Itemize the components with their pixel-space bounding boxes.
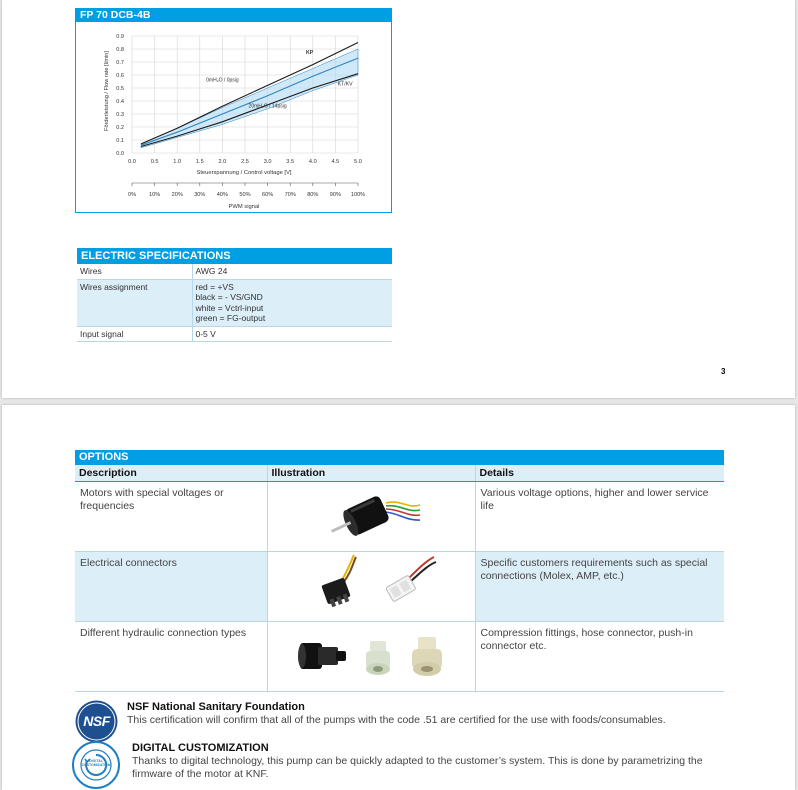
pwm-tick-label: 30% <box>194 192 206 198</box>
spec-value-line: green = FG-output <box>195 313 266 323</box>
chart-annotation: 0mH₂O / 0psig <box>206 77 239 84</box>
page-number: 3 <box>721 367 726 376</box>
y-tick-label: 0.7 <box>116 60 124 66</box>
option-description: Motors with special voltages or frequencies <box>75 482 267 552</box>
motor-illustration <box>316 483 426 547</box>
x-tick-label: 0.5 <box>150 159 159 165</box>
x-tick-label: 5.0 <box>354 159 362 165</box>
chart-header <box>75 8 392 22</box>
chart-annotation: 20mH₂O / 14psig <box>248 103 287 110</box>
pwm-axis-label: PWM signal <box>228 204 260 210</box>
nsf-logo <box>75 700 118 743</box>
spec-value-line: AWG 24 <box>195 266 228 276</box>
nsf-logo-text: NSF <box>83 713 110 729</box>
table-row <box>75 552 724 622</box>
spec-value-line: red = +VS <box>195 281 234 292</box>
table-row <box>77 279 392 326</box>
y-tick-label: 0.4 <box>116 99 124 105</box>
option-details: Various voltage options, higher and lower service life <box>475 482 724 552</box>
y-tick-label: 0.5 <box>116 86 124 92</box>
y-tick-label: 0.3 <box>116 112 124 118</box>
pwm-tick-label: 20% <box>171 192 183 198</box>
option-details: Compression fittings, hose connector, push-in connector etc. <box>475 622 724 692</box>
options-header-row <box>75 465 724 482</box>
y-tick-labels <box>116 34 124 157</box>
pwm-tick-label: 10% <box>148 192 161 198</box>
y-tick-label: 0.2 <box>116 125 124 131</box>
option-details: Specific customers requirements such as special connections (Molex, AMP, etc.) <box>475 552 724 622</box>
digital-title: DIGITAL CUSTOMIZATION <box>132 742 269 754</box>
digital-text: Thanks to digital technology, this pump can be quickly adapted to the customer’s system. This is done by parametrizing the firmware of the motor at KNF. <box>132 755 703 780</box>
series-label-kt-kv: KT/KV <box>337 81 353 88</box>
nsf-title: NSF National Sanitary Foundation <box>127 701 305 713</box>
pwm-tick-label: 90% <box>329 192 342 198</box>
digital-customization-logo <box>72 741 120 789</box>
chart-svg <box>76 22 393 214</box>
y-tick-label: 0.8 <box>116 47 124 53</box>
spec-value <box>192 326 392 342</box>
fittings-illustration <box>286 623 456 687</box>
electric-specs-table <box>77 264 392 342</box>
chart-header-text: FP 70 DCB-4B <box>80 9 151 21</box>
table-row <box>75 482 724 552</box>
table-row <box>77 326 392 342</box>
spec-label: Wires <box>77 264 192 279</box>
x-tick-labels <box>128 159 362 165</box>
options-table <box>75 465 724 692</box>
x-tick-label: 4.0 <box>308 159 317 165</box>
series-line-1 <box>141 43 358 144</box>
pwm-tick-label: 0% <box>127 192 137 198</box>
x-tick-label: 1.5 <box>195 159 204 165</box>
x-tick-label: 3.0 <box>263 159 272 165</box>
pwm-tick-label: 60% <box>261 192 274 198</box>
spec-label: Wires assignment <box>77 279 192 326</box>
pwm-tick-label: 70% <box>284 192 296 198</box>
x-tick-label: 0.0 <box>128 159 136 165</box>
fittings-image <box>267 622 475 692</box>
pwm-axis <box>128 183 365 198</box>
y-tick-label: 0.6 <box>116 73 124 79</box>
spec-value-line: 0-5 V <box>195 328 216 339</box>
option-description: Different hydraulic connection types <box>75 622 267 692</box>
series-label-kp: KP <box>306 50 314 57</box>
electric-specs-header <box>77 248 392 264</box>
options-title: OPTIONS <box>79 451 129 463</box>
table-row <box>77 264 392 279</box>
digital-logo-text: DIGITAL CUSTOMIZATION <box>81 759 111 767</box>
spec-label: Input signal <box>77 326 192 342</box>
x-tick-label: 4.5 <box>331 159 340 165</box>
spec-value-line: white = Vctrl-input <box>195 302 264 313</box>
x-axis-label: Steuerspannung / Control voltage [V] <box>196 170 292 176</box>
spec-value <box>192 279 392 326</box>
y-tick-label: 0.0 <box>116 151 124 157</box>
spec-value-line: black = - VS/GND <box>195 292 263 302</box>
options-header <box>75 450 724 465</box>
column-illustration: Illustration <box>267 465 475 482</box>
x-tick-label: 2.5 <box>241 159 249 165</box>
electric-specs-title: ELECTRIC SPECIFICATIONS <box>81 250 231 262</box>
table-row <box>75 622 724 692</box>
x-tick-label: 2.0 <box>218 159 227 165</box>
connector-illustration <box>296 553 446 617</box>
column-details: Details <box>475 465 724 482</box>
y-axis-label: Förderleistung / Flow rate [l/min] <box>104 51 110 131</box>
pwm-tick-label: 40% <box>216 192 229 198</box>
x-tick-label: 1.0 <box>173 159 182 165</box>
motor-image <box>267 482 475 552</box>
column-description: Description <box>75 465 267 482</box>
document-page-1 <box>2 0 795 398</box>
y-tick-label: 0.9 <box>116 34 124 40</box>
x-tick-label: 3.5 <box>286 159 295 165</box>
pwm-tick-label: 80% <box>307 192 319 198</box>
option-description: Electrical connectors <box>75 552 267 622</box>
connector-image <box>267 552 475 622</box>
spec-value <box>192 264 392 279</box>
pwm-tick-label: 50% <box>239 192 251 198</box>
nsf-text: This certification will confirm that all of the pumps with the code .51 are certified for the use with foods/consumables. <box>127 714 666 726</box>
y-tick-label: 0.1 <box>116 138 124 144</box>
flow-rate-chart <box>75 21 392 213</box>
pwm-tick-label: 100% <box>350 192 366 198</box>
